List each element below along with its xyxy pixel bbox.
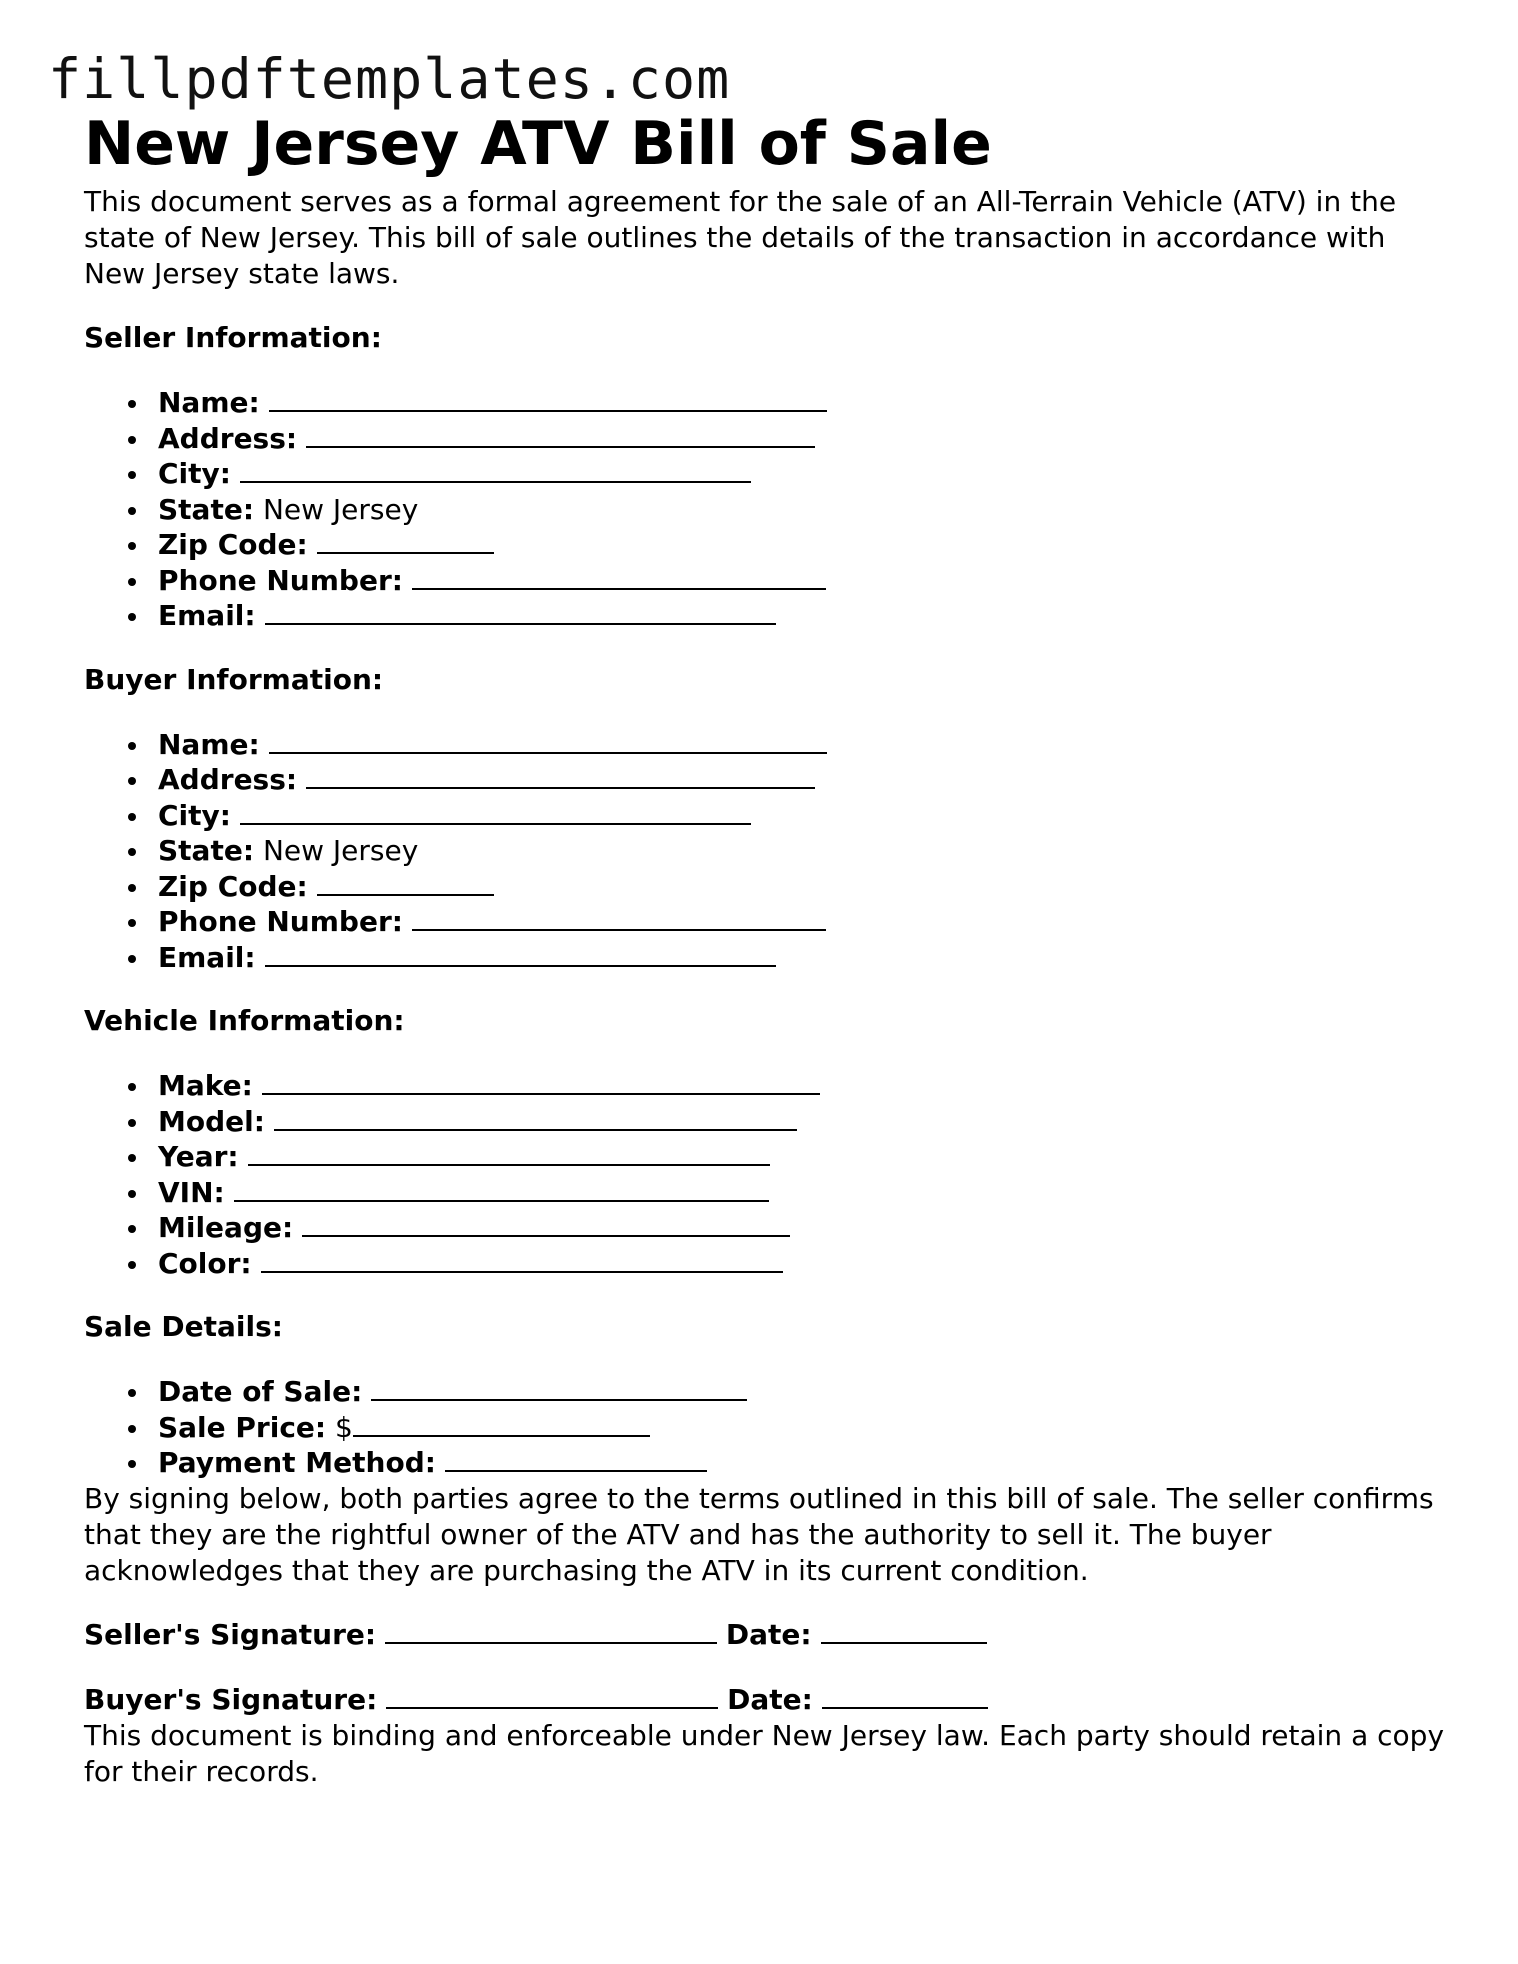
field-label: VIN: <box>158 1175 225 1209</box>
seller-state-value: New Jersey <box>262 492 419 526</box>
seller-zip-blank[interactable] <box>317 529 494 554</box>
buyer-signature-blank[interactable] <box>386 1684 718 1709</box>
field-label: Year: <box>158 1140 239 1173</box>
buyer-name-blank[interactable] <box>269 729 827 754</box>
currency-symbol: $ <box>335 1410 353 1444</box>
vehicle-color-blank[interactable] <box>261 1248 783 1273</box>
sale-date-blank[interactable] <box>371 1376 747 1401</box>
field-label: Zip Code: <box>158 869 308 903</box>
field-label: Phone Number: <box>158 563 403 597</box>
field-label: State: <box>158 492 255 526</box>
intro-paragraph: This document serves as a formal agreement for the sale of an All-Terrain Vehicle (ATV) in the state of New Jersey. This bill of sale outlines the details of the transaction in accordance with New Jersey state laws. <box>84 185 1397 290</box>
field-label: City: <box>158 798 231 832</box>
buyer-date-label: Date: <box>727 1682 813 1716</box>
seller-phone-field <box>158 563 1444 599</box>
sale-date-field <box>158 1374 1444 1410</box>
field-label: Make: <box>158 1069 253 1102</box>
field-label: Payment Method: <box>158 1446 436 1479</box>
seller-phone-blank[interactable] <box>412 565 826 590</box>
buyer-state-value: New Jersey <box>262 834 419 867</box>
seller-address-blank[interactable] <box>306 423 815 448</box>
vehicle-model-blank[interactable] <box>274 1106 797 1131</box>
seller-email-blank[interactable] <box>265 600 776 625</box>
seller-name-field <box>158 385 1444 421</box>
seller-date-label: Date: <box>725 1617 812 1651</box>
seller-signature-label: Seller's Signature: <box>84 1617 377 1651</box>
buyer-signature-row <box>84 1682 1444 1718</box>
buyer-phone-field <box>158 904 1444 940</box>
buyer-zip-field <box>158 869 1444 905</box>
seller-city-blank[interactable] <box>240 458 751 483</box>
payment-method-field <box>158 1445 1444 1481</box>
field-label: Email: <box>158 940 256 974</box>
seller-fields <box>84 385 1444 634</box>
buyer-city-blank[interactable] <box>240 800 751 825</box>
seller-signature-row <box>84 1617 1444 1653</box>
field-label: State: <box>158 834 255 867</box>
field-label: Email: <box>158 599 256 632</box>
sale-price-blank[interactable] <box>353 1412 650 1437</box>
field-label: Phone Number: <box>158 905 403 938</box>
seller-state-field <box>158 492 1444 528</box>
vehicle-year-field <box>158 1139 1444 1175</box>
seller-section-heading: Seller Information: <box>84 321 382 354</box>
seller-email-field <box>158 598 1444 634</box>
vehicle-mileage-blank[interactable] <box>302 1212 790 1237</box>
sale-fields <box>84 1374 1444 1481</box>
sale-price-field <box>158 1410 1444 1446</box>
seller-name-blank[interactable] <box>269 387 827 412</box>
field-label: City: <box>158 457 231 490</box>
buyer-section-heading: Buyer Information: <box>84 662 384 696</box>
closing-paragraph: This document is binding and enforceable under New Jersey law. Each party should retain a copy for their records. <box>84 1718 1445 1788</box>
sale-section-heading: Sale Details: <box>84 1310 283 1343</box>
buyer-address-blank[interactable] <box>306 764 815 789</box>
field-label: Date of Sale: <box>158 1375 363 1408</box>
buyer-date-blank[interactable] <box>822 1684 988 1709</box>
buyer-city-field <box>158 798 1444 834</box>
vehicle-mileage-field <box>158 1210 1444 1246</box>
field-label: Name: <box>158 386 260 419</box>
payment-method-blank[interactable] <box>445 1447 707 1472</box>
watermark: fillpdftemplates.com <box>48 47 731 111</box>
buyer-email-blank[interactable] <box>265 942 776 967</box>
seller-city-field <box>158 456 1444 492</box>
buyer-email-field <box>158 940 1444 976</box>
buyer-address-field <box>158 762 1444 798</box>
seller-date-blank[interactable] <box>821 1619 987 1644</box>
vehicle-make-field <box>158 1068 1444 1104</box>
vehicle-color-field <box>158 1246 1444 1282</box>
vehicle-make-blank[interactable] <box>262 1070 820 1095</box>
field-label: Mileage: <box>158 1211 294 1244</box>
buyer-phone-blank[interactable] <box>412 906 826 931</box>
vehicle-vin-blank[interactable] <box>234 1177 769 1202</box>
seller-zip-field <box>158 527 1444 563</box>
vehicle-section-heading: Vehicle Information: <box>84 1004 405 1037</box>
vehicle-year-blank[interactable] <box>248 1141 770 1166</box>
document-title: New Jersey ATV Bill of Sale <box>84 109 992 179</box>
consent-paragraph: By signing below, both parties agree to the terms outlined in this bill of sale. The seller confirms that they are the rightful owner of the ATV and has the authority to sell it. The buyer acknowledges that they are purchasing the ATV in its current condition. <box>84 1481 1434 1587</box>
vehicle-model-field <box>158 1104 1444 1140</box>
field-label: Address: <box>158 421 298 455</box>
field-label: Color: <box>158 1246 252 1280</box>
seller-signature-blank[interactable] <box>385 1619 717 1644</box>
field-label: Address: <box>158 763 298 796</box>
document-page <box>84 104 1444 1790</box>
vehicle-fields <box>84 1068 1444 1281</box>
field-label: Sale Price: <box>158 1410 327 1444</box>
buyer-state-field <box>158 833 1444 869</box>
buyer-fields <box>84 727 1444 976</box>
field-label: Name: <box>158 727 260 761</box>
buyer-name-field <box>158 727 1444 763</box>
vehicle-vin-field <box>158 1175 1444 1211</box>
seller-address-field <box>158 421 1444 457</box>
buyer-signature-label: Buyer's Signature: <box>84 1682 378 1716</box>
buyer-zip-blank[interactable] <box>317 871 494 896</box>
field-label: Zip Code: <box>158 528 308 561</box>
field-label: Model: <box>158 1104 265 1138</box>
